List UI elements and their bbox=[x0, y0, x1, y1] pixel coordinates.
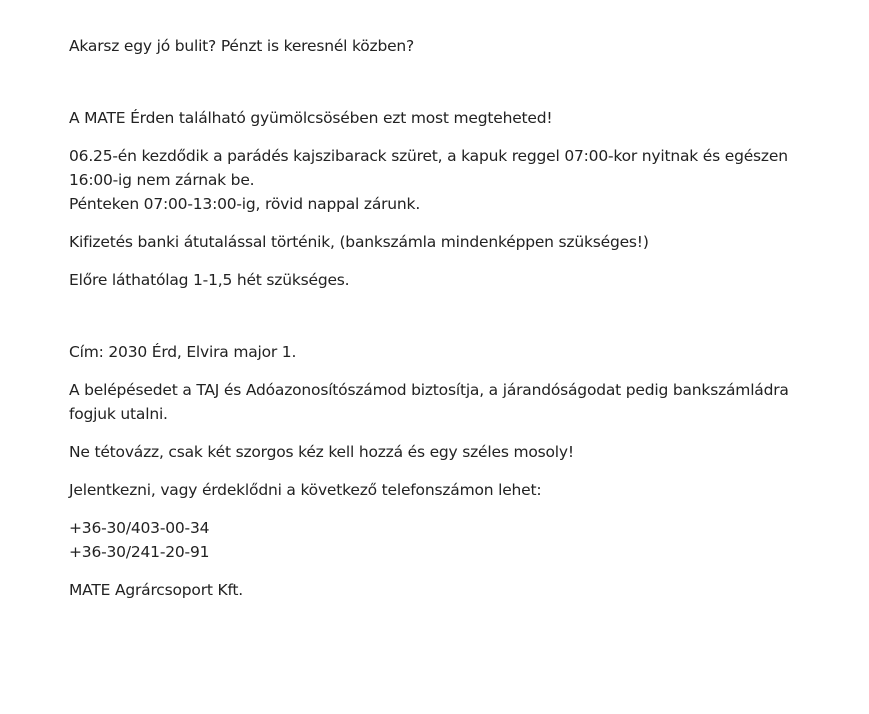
document-body bbox=[69, 34, 829, 616]
paragraph-duration: Előre láthatólag 1-1,5 hét szükséges. bbox=[69, 271, 350, 289]
address-text: Cím: 2030 Érd, Elvira major 1. bbox=[69, 343, 297, 361]
signature: MATE Agrárcsoport Kft. bbox=[69, 581, 244, 599]
intro-text: Akarsz egy jó bulit? Pénzt is keresnél közben? bbox=[69, 37, 415, 55]
paragraph-entry: A belépésedet a TAJ és Adóazonosítószámod biztosítja, a járandóságodat pedig bankszámládra fogjuk utalni. bbox=[69, 381, 789, 423]
spacer bbox=[69, 306, 829, 340]
phone-numbers: +36-30/403-00-34 +36-30/241-20-91 bbox=[69, 519, 210, 561]
paragraph-contact: Jelentkezni, vagy érdeklődni a következő telefonszámon lehet: bbox=[69, 481, 542, 499]
paragraph-call-to-action: Ne tétovázz, csak két szorgos kéz kell hozzá és egy széles mosoly! bbox=[69, 443, 574, 461]
paragraph-location: A MATE Érden található gyümölcsösében ezt most megteheted! bbox=[69, 109, 553, 127]
paragraph-payment: Kifizetés banki átutalással történik, (bankszámla mindenképpen szükséges!) bbox=[69, 233, 649, 251]
spacer bbox=[69, 72, 829, 106]
paragraph-schedule: 06.25-én kezdődik a parádés kajszibarack szüret, a kapuk reggel 07:00-kor nyitnak és egészen 16:00-ig nem zárnak be. Pénteken 07:00-13:00-ig, rövid nappal zárunk. bbox=[69, 147, 788, 213]
